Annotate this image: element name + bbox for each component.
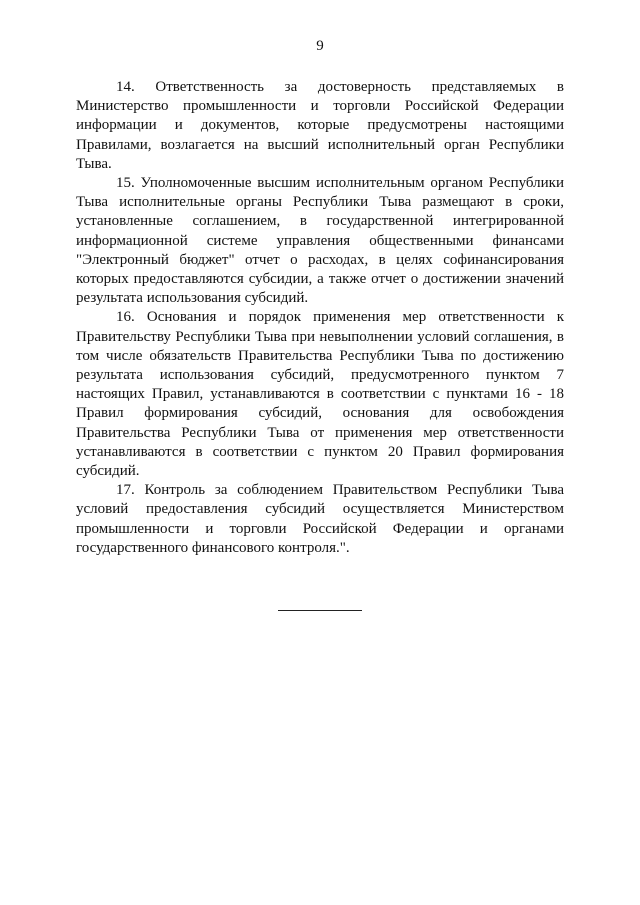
paragraph-17: 17. Контроль за соблюдением Правительством Республики Тыва условий предоставления субсидий осуществляется Министерством промышленности и торговли Российской Федерации и органами государственного финансового контроля.". [76, 482, 564, 556]
document-body [76, 78, 564, 558]
paragraph-15: 15. Уполномоченные высшим исполнительным органом Республики Тыва исполнительные органы Республики Тыва размещают в сроки, установленные соглашением, в государственной интегрированной информационной системе управления общественными финансами "Электронный бюджет" отчет о расходах, в целях софинансирования которых предоставляются субсидии, а также отчет о достижении значений результата использования субсидий. [76, 175, 564, 307]
end-of-document-divider [278, 610, 362, 611]
page-number: 9 [316, 38, 324, 54]
paragraph-14: 14. Ответственность за достоверность представляемых в Министерство промышленности и торговли Российской Федерации информации и документов, которые предусмотрены настоящими Правилами, возлагается на высший исполнительный орган Республики Тыва. [76, 79, 564, 172]
paragraph-16: 16. Основания и порядок применения мер ответственности к Правительству Республики Тыва при невыполнении условий соглашения, в том числе обязательств Правительства Республики Тыва по достижению результата использования субсидий, предусмотренного пунктом 7 настоящих Правил, устанавливаются в соответствии с пунктами 16 - 18 Правил формирования субсидий, основания для освобождения Правительства Республики Тыва от применения мер ответственности устанавливаются в соответствии с пунктом 20 Правил формирования субсидий. [76, 309, 564, 480]
